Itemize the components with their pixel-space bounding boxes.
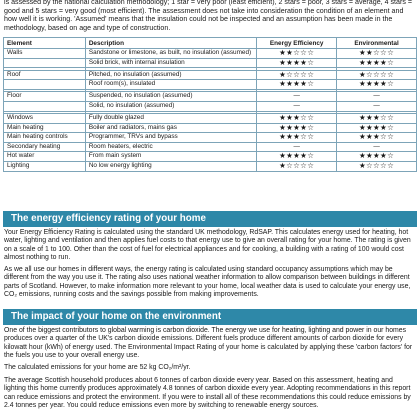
- environmental-rating: ★☆☆☆☆: [337, 70, 417, 80]
- table-row: [4, 101, 417, 111]
- energy-rating: —: [257, 142, 337, 152]
- table-row: [4, 58, 417, 68]
- row-description: Fully double glazed: [85, 114, 256, 124]
- row-description: Pitched, no insulation (assumed): [85, 70, 256, 80]
- row-description: No low energy lighting: [85, 162, 256, 172]
- energy-rating: ★★★★☆: [257, 123, 337, 133]
- energy-rating: ★★★☆☆: [257, 114, 337, 124]
- row-description: Programmer, TRVs and bypass: [85, 133, 256, 143]
- table-row: [4, 80, 417, 90]
- environmental-rating: ★★★☆☆: [337, 114, 417, 124]
- energy-rating: ★☆☆☆☆: [257, 70, 337, 80]
- energy-rating: —: [257, 92, 337, 102]
- table-row: [4, 162, 417, 172]
- section-heading-environment: The impact of your home on the environment: [3, 309, 417, 325]
- energy-rating-paragraph-1: Your Energy Efficiency Rating is calculated using the standard UK methodology, RdSAP. This calculates energy used for heating, hot water, lighting and ventilation and then applies fuel costs to that energy use to give an overall rating for your home. The rating is given on a scale of 1 to 100. Other than the cost of fuel for electrical appliances and for cooking, a building with a rating of 100 would cost almost nothing to run.: [4, 229, 411, 261]
- environmental-rating: ★★★★☆: [337, 80, 417, 90]
- environmental-rating: ★★★☆☆: [337, 133, 417, 143]
- table-header-row: [4, 38, 417, 49]
- environmental-rating: —: [337, 92, 417, 102]
- energy-rating: ★★★★☆: [257, 80, 337, 90]
- row-element: Windows: [4, 114, 86, 124]
- table-row: [4, 142, 417, 152]
- environmental-rating: ★★★★☆: [337, 58, 417, 68]
- row-description: Suspended, no insulation (assumed): [85, 92, 256, 102]
- row-element: Walls: [4, 49, 86, 59]
- energy-rating: ★★★☆☆: [257, 133, 337, 143]
- row-element: Floor: [4, 92, 86, 102]
- table-row: [4, 152, 417, 162]
- header-environmental: Environmental: [337, 38, 417, 49]
- row-element: Roof: [4, 70, 86, 80]
- row-element: Main heating: [4, 123, 86, 133]
- environmental-rating: ★☆☆☆☆: [337, 162, 417, 172]
- section-heading-energy-rating: The energy efficiency rating of your home: [3, 211, 417, 227]
- row-description: Solid, no insulation (assumed): [85, 101, 256, 111]
- rating-explanation: is assessed by the national calculation methodology; 1 star = very poor (least efficient), 2 stars = poor, 3 stars = average, 4 stars = good and 5 stars = very good (most efficient). The assessment does not take into consideration the condition of an element and how well it is working. 'Assumed' means that the insulation could not be inspected and an assumption has been made in the methodology, based on age and type of construction.: [4, 0, 412, 32]
- emissions-statement: The calculated emissions for your home are 52 kg CO₂/m²/yr.: [4, 364, 191, 371]
- row-element: Hot water: [4, 152, 86, 162]
- energy-rating: ★★★★☆: [257, 58, 337, 68]
- row-element: [4, 80, 86, 90]
- table-row: [4, 70, 417, 80]
- table-row: [4, 133, 417, 143]
- row-element: Lighting: [4, 162, 86, 172]
- row-description: Sandstone or limestone, as built, no insulation (assumed): [85, 49, 256, 59]
- energy-rating: ★★☆☆☆: [257, 49, 337, 59]
- environment-paragraph-3: The average Scottish household produces about 6 tonnes of carbon dioxide every year. Based on this assessment, heating and lighting this home currently produces approximately 4.8 tonnes of carbon dioxide every year. Adopting recommendations in this report can reduce emissions and protect the environment. If you were to install all of these recommendations this could reduce emissions by 2.4 tonnes per year. You could reduce emissions even more by switching to renewable energy sources.: [4, 377, 411, 409]
- table-row: [4, 114, 417, 124]
- energy-rating: ★☆☆☆☆: [257, 162, 337, 172]
- environmental-rating: —: [337, 101, 417, 111]
- table-row: [4, 123, 417, 133]
- row-element: [4, 101, 86, 111]
- header-element: Element: [4, 38, 86, 49]
- row-description: Room heaters, electric: [85, 142, 256, 152]
- table-row: [4, 92, 417, 102]
- energy-rating: —: [257, 101, 337, 111]
- energy-rating: ★★★★☆: [257, 152, 337, 162]
- table-row: [4, 49, 417, 59]
- environmental-rating: ★★★★☆: [337, 123, 417, 133]
- row-element: [4, 58, 86, 68]
- row-element: Main heating controls: [4, 133, 86, 143]
- row-description: Boiler and radiators, mains gas: [85, 123, 256, 133]
- row-description: Solid brick, with internal insulation: [85, 58, 256, 68]
- environmental-rating: —: [337, 142, 417, 152]
- features-table: [3, 37, 417, 172]
- row-description: From main system: [85, 152, 256, 162]
- row-description: Roof room(s), insulated: [85, 80, 256, 90]
- environmental-rating: ★★☆☆☆: [337, 49, 417, 59]
- header-description: Description: [85, 38, 256, 49]
- row-element: Secondary heating: [4, 142, 86, 152]
- header-energy-efficiency: Energy Efficiency: [257, 38, 337, 49]
- energy-rating-paragraph-2: As we all use our homes in different ways, the energy rating is calculated using standard occupancy assumptions which may be different from the way you use it. The rating also uses national weather information to allow comparison between buildings in different parts of Scotland. However, to make information more relevant to your home, local weather data is used to calculate your energy use, CO₂ emissions, running costs and the savings possible from making improvements.: [4, 266, 411, 298]
- environmental-rating: ★★★★☆: [337, 152, 417, 162]
- environment-paragraph-1: One of the biggest contributors to global warming is carbon dioxide. The energy we use for heating, lighting and power in our homes produces over a quarter of the UK's carbon dioxide emissions. Different fuels produce different amounts of carbon dioxide for every kilowatt hour (kWh) of energy used. The Environmental Impact Rating of your home is calculated by applying these 'carbon factors' for the fuels you use to your overall energy use.: [4, 327, 413, 359]
